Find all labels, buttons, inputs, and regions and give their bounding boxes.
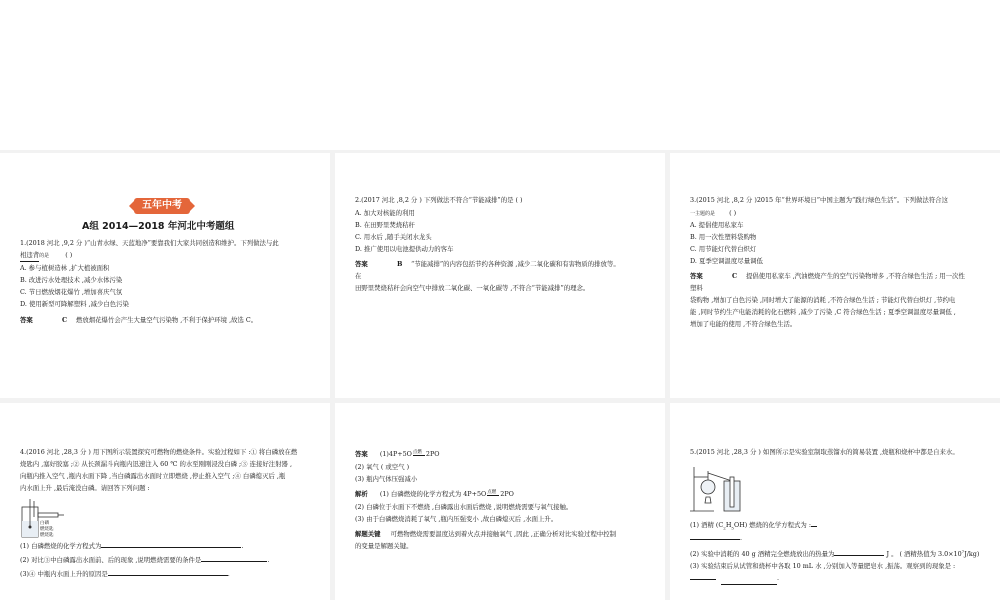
q5-question-3-line2: .	[690, 573, 779, 585]
q5-question-2-text: (2) 实验中消耗的 40 g 酒精完全燃烧放出的热量为	[690, 550, 835, 559]
q1-underlined-word: 相违背	[20, 250, 39, 262]
q5-question-1-line2: .	[690, 533, 742, 544]
q4-analysis-label: 解析	[355, 490, 368, 498]
q2-answer-label: 答案	[355, 260, 368, 268]
q4-question-3-text: (3)④ 中瓶内水面上升的原因是	[20, 570, 108, 578]
section-badge: 五年中考	[134, 198, 190, 214]
q4-analysis-line-3: (3) 由于白磷燃烧消耗了氧气 ,瓶内压强变小 ,故白磷熄灭后 ,水面上升。	[355, 515, 558, 523]
q3-answer-label: 答案	[690, 272, 703, 280]
q5-question-2: (2) 实验中消耗的 40 g 酒精完全燃烧放出的热量为 J 。 ( 酒精热值为 $3.0\times 10^7J/kg$)	[690, 549, 980, 559]
q3-answer-text-3: 袋购物 ,增加了白色污染 ,同时增大了能源的消耗 ,不符合绿色生活 ; 节能灯代替白炽灯 ,节约电	[690, 296, 956, 304]
q1-answer-label: 答案	[20, 316, 33, 324]
q3-option-c: C. 用节能灯代替白炽灯	[690, 245, 757, 253]
q2-stem: 2.(2017 河北 ,8,2 分 ) 下列做法不符合“节能减排”的是 ( )	[355, 196, 523, 204]
page-card-2	[335, 153, 665, 398]
q4-question-3: (3)④ 中瓶内水面上升的原因是 .	[20, 570, 230, 578]
q4-key-text: 可燃物燃烧需要温度达到着火点并接触氧气 ,因此 ,正确分析对比实验过程中控制	[390, 530, 617, 538]
q4-key-label: 解题关键	[355, 530, 381, 538]
q4-key-line-1	[355, 529, 616, 540]
q4-question-2: (2) 对比③中白磷露出水面前、后的现象 ,说明燃烧需要的条件是 .	[20, 556, 270, 564]
q5-question-2-end: J/kg)	[964, 550, 980, 559]
q1-answer-key: C	[62, 316, 68, 324]
q5-answer-blank-1a	[811, 526, 817, 527]
q1-stem-line2	[20, 250, 72, 262]
q3-option-b: B. 用一次性塑料袋购物	[690, 233, 757, 241]
q4-answer-line-1	[355, 449, 440, 460]
q4-answer-1-condition: 点燃	[412, 450, 422, 455]
q5-answer-blank-1b	[690, 539, 740, 540]
q1-paren: ( )	[65, 251, 73, 259]
q2-answer-text: “节能减排”的内容包括节约各种资源 ,减少二氧化碳和有害物质的排放等。	[411, 260, 620, 268]
page-card-6	[670, 403, 1000, 600]
page-card-3	[670, 153, 1000, 398]
q4-stem-line2: 烧匙内 ,塞好胶塞 ;② 从长颈漏斗向瓶内迅速注入 60 ℃ 的水至刚刚浸没白磷 ;③ 连接好注射器 ,	[20, 460, 292, 468]
blank-top-area	[0, 0, 1000, 150]
q2-answer-text-3: 田野里焚烧秸秆会向空气中排放二氧化碳、一氧化碳等 ,不符合“节能减排”的理念。	[355, 284, 590, 292]
q2-answer-key: B	[397, 260, 403, 268]
q4-stem-line3: 向瓶内推入空气 ,瓶内水面下降 ,当白磷露出水面时立即燃烧 ,停止推入空气 ;④ 白磷熄灭后 ,瓶	[20, 472, 286, 480]
q4-analysis-1-arrow	[487, 490, 499, 496]
q2-option-d: D. 推广使用以电池提供动力的客车	[355, 245, 454, 253]
q4-question-2-text: (2) 对比③中白磷露出水面前、后的现象 ,说明燃烧需要的条件是	[20, 556, 202, 564]
q4-answer-blank-1	[101, 547, 241, 548]
q5-distillation-figure	[688, 463, 748, 515]
page-card-1	[0, 153, 330, 398]
q4-answer-1-prefix: (1)4P+5O	[379, 450, 412, 458]
page-card-5	[335, 403, 665, 600]
q2-option-a: A. 加大对核能的利用	[355, 209, 415, 217]
q4-analysis-line-1	[355, 489, 514, 500]
q2-answer-text-2: 在	[355, 272, 362, 280]
q1-stem: 1.(2018 河北 ,9,2 分 )“山青水绿、天蓝地净”要靠我们大家共同创造和维护。下列做法与此	[20, 239, 279, 247]
q4-answer-blank-2	[201, 561, 267, 562]
q5-question-1-text: (1) 酒精 (C	[690, 521, 724, 529]
q1-option-d: D. 使用新型可降解塑料 ,减少白色污染	[20, 300, 129, 308]
q2-option-c: C. 用水后 ,随手关闭水龙头	[355, 233, 432, 241]
q4-fig-label-3: 燃烧匙	[40, 533, 54, 538]
q3-stem: 3.(2015 河北 ,8,2 分 )2015 年“世界环境日”中国主题为“践行绿色生活”。下列做法符合这	[690, 196, 948, 204]
q4-analysis-1-suffix: 2P	[500, 490, 509, 498]
q3-option-a: A. 提倡使用私家车	[690, 221, 744, 229]
q4-fig-label-1: 白磷	[40, 521, 49, 526]
q5-answer-blank-3b	[721, 573, 777, 585]
q4-analysis-1-prefix: (1) 白磷燃烧的化学方程式为 4P+5O	[379, 490, 487, 498]
q4-answer-line-2: (2) 氧气 ( 或空气 )	[355, 463, 410, 471]
q5-question-1-tail: OH) 燃烧的化学方程式为 :	[733, 521, 811, 529]
q3-stem-line2	[690, 208, 736, 220]
q4-answer-label: 答案	[355, 450, 368, 458]
q5-question-3: (3) 实验结束后从试管和烧杯中各取 10 mL 水 ,分别加入等量肥皂水 ,振荡。观察到的现象是 :	[690, 562, 956, 570]
q3-answer-key: C	[732, 272, 738, 280]
q3-answer-text-2: 塑料	[690, 284, 703, 292]
q4-answer-1-tail: O	[434, 450, 440, 458]
q5-question-1-h: H	[725, 521, 732, 529]
q5-question-1: (1) 酒精 $(C_2H_5OH)$ 燃烧的化学方程式为 :	[690, 520, 817, 534]
q3-small-text: 一主题的是	[690, 211, 716, 217]
q2-option-b: B. 在田野里焚烧秸秆	[355, 221, 415, 229]
q1-answer-text: 燃放烟花爆竹会产生大量空气污染物 ,不利于保护环境 ,故选 C。	[76, 316, 258, 324]
q1-option-a: A. 参与植树造林 ,扩大植被面积	[20, 264, 110, 272]
q3-answer-text-4: 能 ,同时节约生产电能消耗的化石燃料 ,减少了污染 ,C 符合绿色生活 ; 夏季空调温度尽量调低 ,	[690, 308, 956, 316]
q1-small-text: 的是	[39, 253, 50, 259]
q4-fig-label-2: 燃烧匙	[40, 527, 54, 532]
q3-paren: ( )	[729, 209, 737, 217]
q3-option-d: D. 夏季空调温度尽量调低	[690, 257, 763, 265]
q1-option-c: C. 节日燃放烟花爆竹 ,增加喜庆气氛	[20, 288, 123, 296]
q4-answer-line-3: (3) 瓶内气体压强减小	[355, 475, 418, 483]
q4-answer-1-suffix: 2P	[425, 450, 435, 458]
q4-analysis-1-tail: O	[508, 490, 514, 498]
q4-analysis-line-2: (2) 白磷位于水面下不燃烧 ,白磷露出水面后燃烧 ,说明燃烧需要与氧气接触。	[355, 503, 573, 511]
q4-analysis-1-condition: 点燃	[487, 490, 497, 495]
q4-answer-1-arrow	[412, 450, 425, 456]
q4-stem: 4.(2016 河北 ,28,3 分 ) 用下图所示装置探究可燃物的燃烧条件。实验过程如下 :① 将白磷放在燃	[20, 448, 298, 456]
q5-stem: 5.(2015 河北 ,28,3 分 ) 如图所示是实验室制取蒸馏水的简易装置 ,烧瓶和烧杯中都是自来水。	[690, 448, 959, 456]
q4-question-1-text: (1) 白磷燃烧的化学方程式为	[20, 542, 102, 550]
page-card-4	[0, 403, 330, 600]
q5-question-2-mid: J 。 ( 酒精热值为 3.0×10	[886, 550, 962, 559]
q4-question-1: (1) 白磷燃烧的化学方程式为 .	[20, 542, 244, 550]
q4-answer-blank-3	[108, 575, 228, 576]
q3-answer-text: 提倡使用私家车 ,汽油燃烧产生的空气污染物增多 ,不符合绿色生活 ; 用一次性	[746, 272, 965, 280]
q5-answer-blank-3a	[690, 579, 716, 580]
q4-stem-line4: 内水面上升 ,最后淹没白磷。请回答下列问题 :	[20, 484, 150, 492]
q5-answer-blank-2	[834, 555, 884, 556]
section-title: A组 2014—2018 年河北中考题组	[82, 221, 235, 232]
q4-key-line-2: 的变量是解题关键。	[355, 542, 413, 550]
q1-option-b: B. 改进污水处理技术 ,减少水体污染	[20, 276, 123, 284]
q3-answer-text-5: 增加了电能的使用 ,不符合绿色生活。	[690, 320, 797, 328]
